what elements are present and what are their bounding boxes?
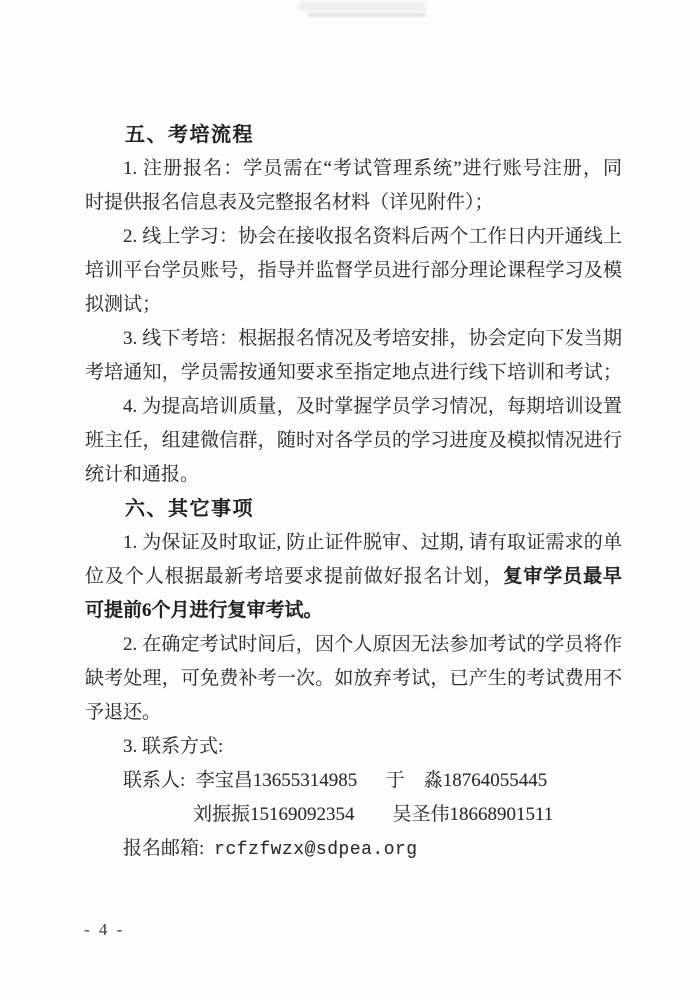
contact-section-heading: 3. 联系方式: (123, 736, 224, 757)
scan-artifact-smudge (308, 13, 426, 17)
paragraph-line: 3. 线下考培：根据报名情况及考培安排，协会定向下发当期 (123, 328, 622, 349)
contact-row (85, 764, 622, 798)
paragraph-line: 班主任，组建微信群，随时对各学员的学习进度及模拟情况进行 (85, 430, 622, 451)
paragraph-line-mixed (85, 560, 622, 594)
section5-heading: 五、考培流程 (125, 124, 254, 146)
document-body (85, 118, 622, 866)
paragraph-line: 缺考处理，可免费补考一次。如放弃考试，已产生的考试费用不 (85, 668, 622, 689)
emphasis-line: 可提前6个月进行复审考试。 (85, 600, 323, 621)
contact-entry: 刘振振15169092354 (193, 804, 355, 825)
contact-label: 联系人: (123, 770, 186, 791)
email-label: 报名邮箱: (123, 838, 205, 859)
paragraph-line: 2. 线上学习：协会在接收报名资料后两个工作日内开通线上 (123, 226, 622, 247)
email-row (85, 832, 622, 866)
contact-row (85, 798, 622, 832)
paragraph-line: 考培通知，学员需按通知要求至指定地点进行线下培训和考试； (85, 362, 622, 383)
paragraph-line: 予退还。 (85, 702, 162, 723)
contact-entry: 吴圣伟18668901511 (392, 804, 554, 825)
emphasis-text: 复审学员最早 (503, 566, 622, 587)
paragraph-line: 培训平台学员账号，指导并监督学员进行部分理论课程学习及模 (85, 260, 622, 281)
paragraph-line: 4. 为提高培训质量，及时掌握学员学习情况，每期培训设置 (123, 396, 622, 417)
paragraph-line: 时提供报名信息表及完整报名材料（详见附件）； (85, 192, 494, 213)
paragraph-line: 1. 为保证及时取证, 防止证件脱审、过期, 请有取证需求的单 (123, 532, 622, 553)
contact-entry: 李宝昌13655314985 (195, 770, 358, 791)
paragraph-line: 2. 在确定考试时间后，因个人原因无法参加考试的学员将作 (123, 634, 622, 655)
paragraph-text: 位及个人根据最新考培要求提前做好报名计划， (85, 566, 504, 587)
paragraph-line: 拟测试； (85, 294, 162, 315)
section6-heading: 六、其它事项 (125, 498, 254, 520)
contact-entry: 于 淼18764055445 (385, 770, 548, 791)
paragraph-line: 统计和通报。 (85, 464, 200, 485)
scan-artifact-smudge (298, 2, 426, 11)
email-address: rcfzfwzx@sdpea.org (214, 840, 418, 860)
paragraph-line: 1. 注册报名：学员需在“考试管理系统”进行账号注册，同 (123, 158, 622, 179)
page-number: - 4 - (84, 920, 125, 939)
